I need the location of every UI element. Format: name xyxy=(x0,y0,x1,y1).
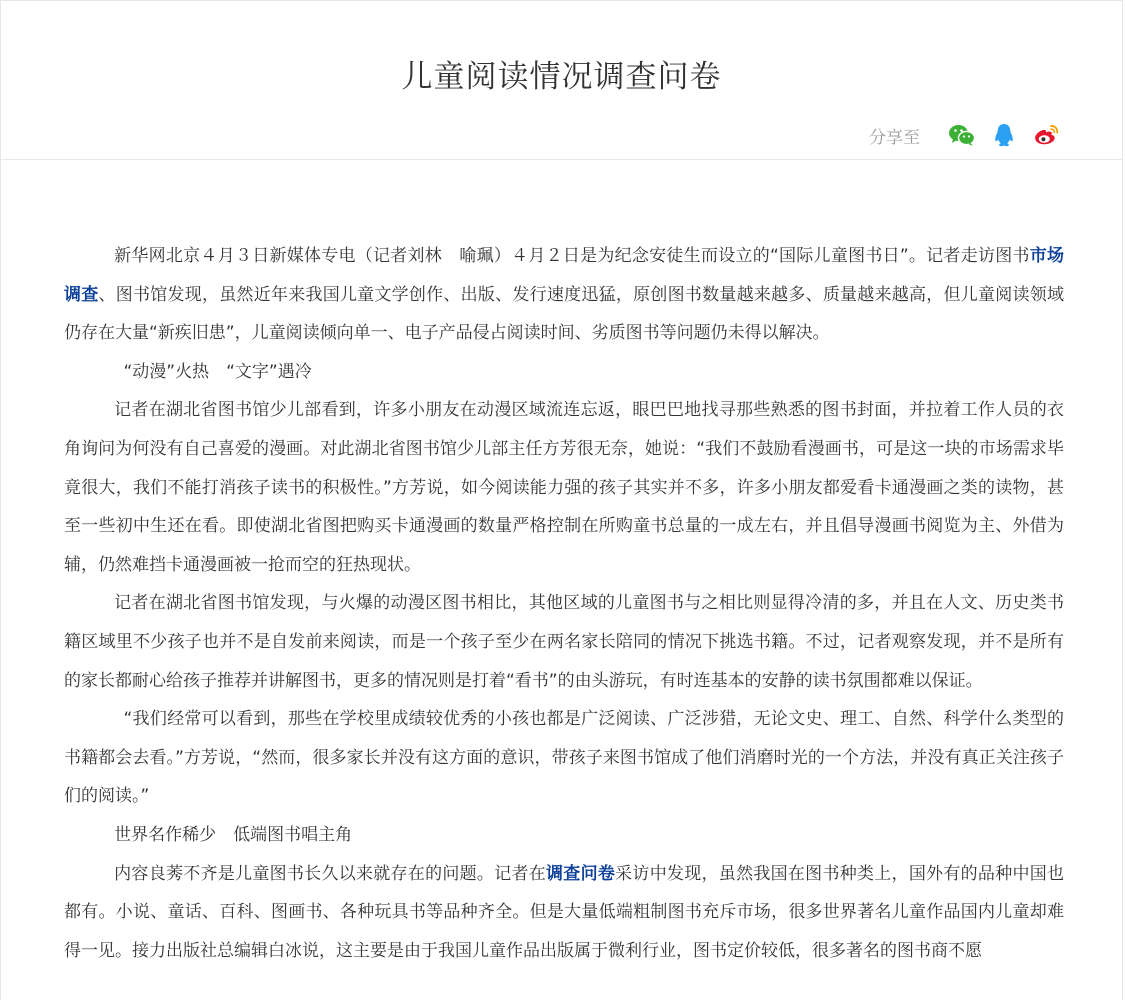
page-title: 儿童阅读情况调查问卷 xyxy=(401,59,722,95)
paragraph-text: 新华网北京４月３日新媒体专电（记者刘林 喻珮）４月２日是为纪念安徒生而设立的“国际儿童图书日”。记者走访图书 xyxy=(114,246,1030,266)
paragraph-text: 采访中发现，虽然我国在图书种类上，国外有的品种中国也都有。小说、童话、百科、图画书、各种玩具书等品种齐全。但是大量低端粗制图书充斥市场，很多世界著名儿童作品国内儿童却难得一见。接力出版社总编辑白冰说，这主要是由于我国儿童作品出版属于微利行业，图书定价较低，很多著名的图书商不愿 xyxy=(64,863,1065,961)
share-bar xyxy=(869,121,1060,149)
article-header xyxy=(1,1,1122,160)
article-paragraph-3: 记者在湖北省图书馆发现，与火爆的动漫区图书相比，其他区域的儿童图书与之相比则显得冷清的多，并且在人文、历史类书籍区域里不少孩子也并不是自发前来阅读，而是一个孩子至少在两名家长陪同的情况下挑选书籍。不过，记者观察发现，并不是所有的家长都耐心给孩子推荐并讲解图书，更多的情况则是打着“看书”的由头游玩，有时连基本的安静的读书氛围都难以保证。 xyxy=(64,593,1064,691)
section-heading-anime: “动漫”火热 “文字”遇冷 xyxy=(123,361,312,382)
article-paragraph-1 xyxy=(64,237,1064,353)
paragraph-text: 、图书馆发现，虽然近年来我国儿童文学创作、出版、发行速度迅猛，原创图书数量越来越多、质量越来越高，但儿童阅读领域仍存在大量“新疾旧患”，儿童阅读倾向单一、电子产品侵占阅读时间、劣质图书等问题仍未得以解决。 xyxy=(64,284,1065,344)
article-body xyxy=(64,237,1064,970)
section-heading-classics: 世界名作稀少 低端图书唱主角 xyxy=(114,824,353,845)
share-label: 分享至 xyxy=(869,127,920,148)
article-paragraph-4: “我们经常可以看到，那些在学校里成绩较优秀的小孩也都是广泛阅读、广泛涉猎，无论文史、理工、自然、科学什么类型的书籍都会去看。”方芳说，“然而，很多家长并没有这方面的意识，带孩子来图书馆成了他们消磨时光的一个方法，并没有真正关注孩子们的阅读。” xyxy=(64,709,1064,807)
paragraph-text: 内容良莠不齐是儿童图书长久以来就存在的问题。记者在 xyxy=(114,863,547,884)
article-paragraph-5 xyxy=(64,855,1064,971)
survey-questionnaire-link[interactable]: 调查问卷 xyxy=(546,863,616,884)
article-paragraph-2: 记者在湖北省图书馆少儿部看到，许多小朋友在动漫区域流连忘返，眼巴巴地找寻那些熟悉的图书封面，并拉着工作人员的衣角询问为何没有自己喜爱的漫画。对此湖北省图书馆少儿部主任方芳很无奈，她说：“我们不鼓励看漫画书，可是这一块的市场需求毕竟很大，我们不能打消孩子读书的积极性。”方芳说，如今阅读能力强的孩子其实并不多，许多小朋友都爱看卡通漫画之类的读物，甚至一些初中生还在看。即使湖北省图把购买卡通漫画的数量严格控制在所购童书总量的一成左右，并且倡导漫画书阅览为主、外借为辅，仍然难挡卡通漫画被一抢而空的狂热现状。 xyxy=(64,400,1064,575)
market-research-link[interactable]: 市场调查 xyxy=(64,246,1064,305)
weibo-icon[interactable] xyxy=(1032,122,1060,148)
wechat-icon[interactable] xyxy=(948,122,976,148)
qq-icon[interactable] xyxy=(990,122,1018,148)
